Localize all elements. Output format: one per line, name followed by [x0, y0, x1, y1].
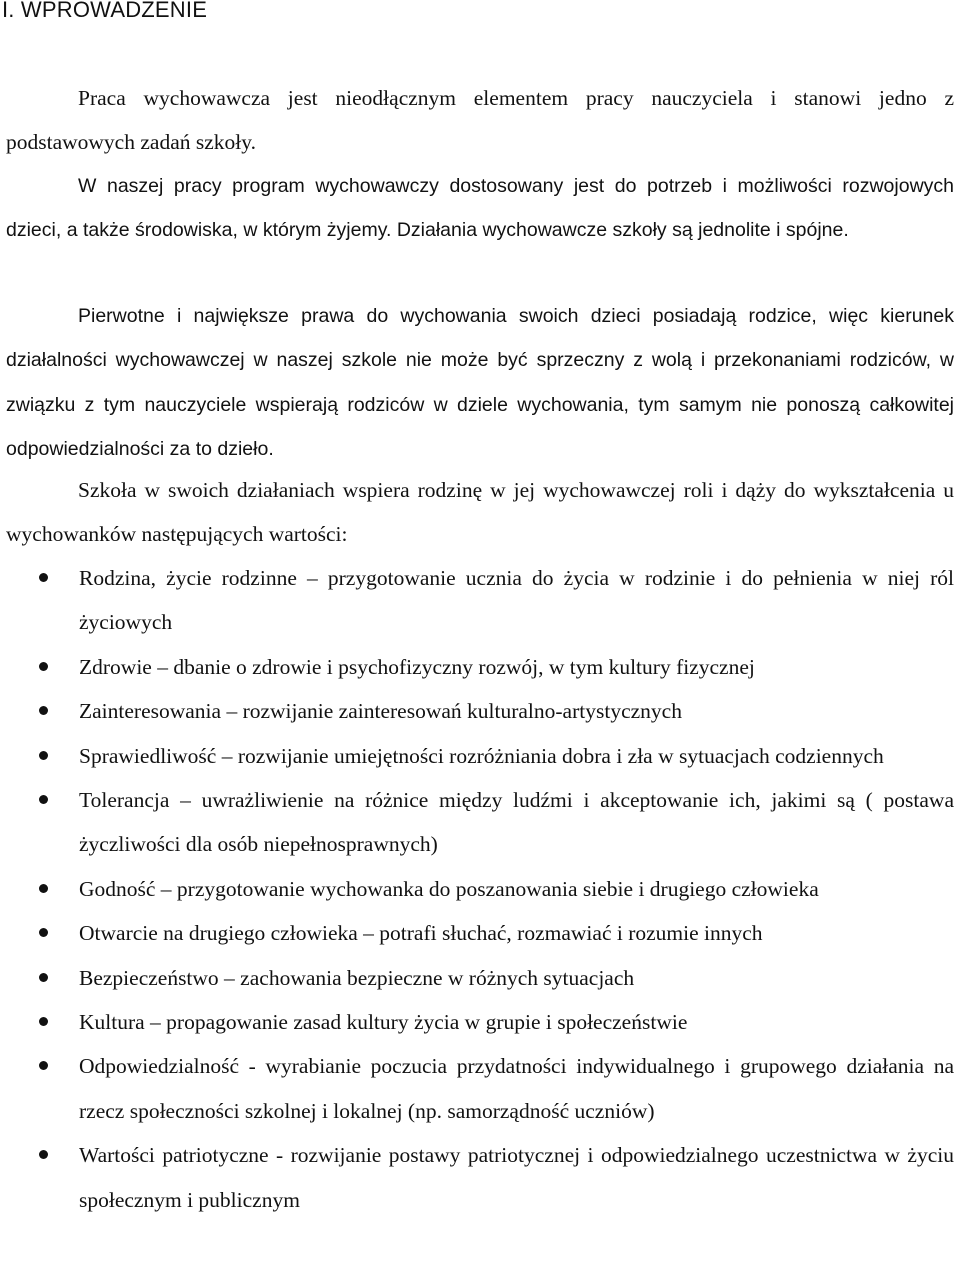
list-item-text: Zainteresowania – rozwijanie zainteresowań kulturalno-artystycznych [79, 699, 682, 724]
list-item [0, 689, 960, 733]
bullet-icon [39, 795, 48, 804]
list-item-text: Sprawiedliwość – rozwijanie umiejętności rozróżniania dobra i zła w sytuacjach codziennych [79, 743, 884, 768]
bullet-icon [39, 573, 48, 582]
list-item [0, 556, 960, 645]
list-item [0, 956, 960, 1000]
bullet-icon [39, 1017, 48, 1026]
list-item [0, 1044, 960, 1133]
list-item-text: Tolerancja – uwrażliwienie na różnice między ludźmi i akceptowanie ich, jakimi są ( postawa życzliwości dla osób niepełnosprawnych) [79, 788, 954, 857]
bullet-icon [39, 706, 48, 715]
bullet-icon [39, 973, 48, 982]
intro-paragraph-2: W naszej pracy program wychowawczy dostosowany jest do potrzeb i możliwości rozwojowych dzieci, a także środowiska, w którym żyjemy. Działania wychowawcze szkoły są jednolite i spójne. [6, 175, 954, 242]
bullet-icon [39, 928, 48, 937]
list-item [0, 734, 960, 778]
list-item-text: Rodzina, życie rodzinne – przygotowanie ucznia do życia w rodzinie i do pełnienia w niej ról życiowych [79, 566, 954, 635]
bullet-icon [39, 1150, 48, 1159]
bullet-icon [39, 751, 48, 760]
list-item-text: Zdrowie – dbanie o zdrowie i psychofizyczny rozwój, w tym kultury fizycznej [79, 654, 755, 679]
list-item-text: Godność – przygotowanie wychowanka do poszanowania siebie i drugiego człowieka [79, 876, 819, 901]
intro-paragraph-1: Praca wychowawcza jest nieodłącznym elementem pracy nauczyciela i stanowi jedno z podstawowych zadań szkoły. [6, 86, 954, 155]
list-item [0, 778, 960, 867]
values-list [0, 556, 960, 1222]
bullet-icon [39, 662, 48, 671]
section-heading: I. WPROWADZENIE [2, 0, 208, 22]
list-item [0, 867, 960, 911]
intro-paragraph-3: Pierwotne i największe prawa do wychowania swoich dzieci posiadają rodzice, więc kierunek działalności wychowawczej w naszej szkole nie może być sprzeczny z wolą i przekonaniami rodziców, w związku z tym nauczyciele wspierają rodziców w dziele wychowania, tym samym nie ponoszą całkowitej odpowiedzialności za to dzieło. [6, 305, 954, 461]
list-item [0, 645, 960, 689]
bullet-icon [39, 1061, 48, 1070]
list-item-text: Odpowiedzialność - wyrabianie poczucia przydatności indywidualnego i grupowego działania na rzecz społeczności szkolnej i lokalnej (np. samorządność uczniów) [79, 1054, 954, 1123]
list-item [0, 911, 960, 955]
list-item-text: Otwarcie na drugiego człowieka – potrafi słuchać, rozmawiać i rozumie innych [79, 921, 763, 946]
list-item-text: Wartości patriotyczne - rozwijanie postawy patriotycznej i odpowiedzialnego uczestnictwa w życiu społecznym i publicznym [79, 1143, 954, 1212]
list-item-text: Bezpieczeństwo – zachowania bezpieczne w różnych sytuacjach [79, 965, 635, 990]
list-item [0, 1133, 960, 1222]
list-item [0, 1000, 960, 1044]
list-item-text: Kultura – propagowanie zasad kultury życia w grupie i społeczeństwie [79, 1010, 688, 1035]
intro-paragraph-4: Szkoła w swoich działaniach wspiera rodzinę w jej wychowawczej roli i dąży do wykształcenia u wychowanków następujących wartości: [6, 478, 954, 547]
bullet-icon [39, 884, 48, 893]
